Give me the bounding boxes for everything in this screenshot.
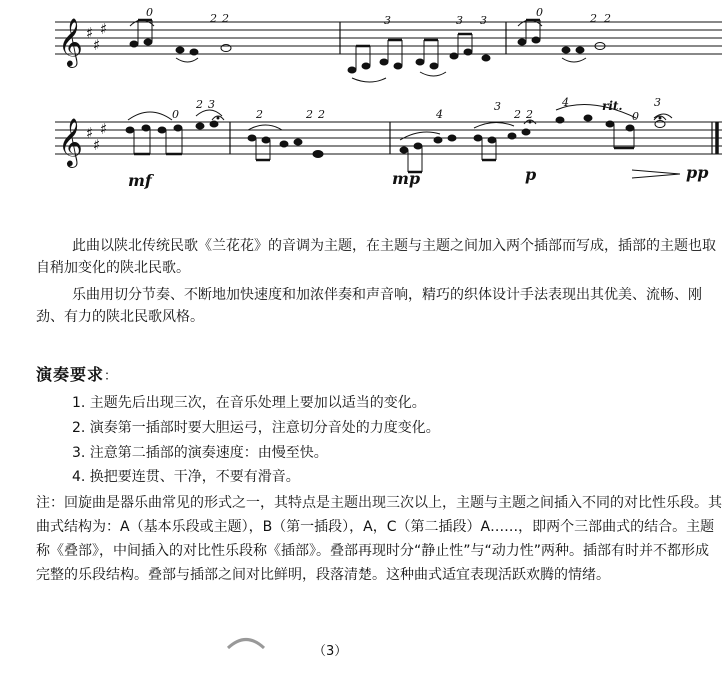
svg-text:4: 4 <box>436 108 443 121</box>
svg-text:3: 3 <box>384 14 391 27</box>
key-signature-icon <box>86 20 107 154</box>
svg-text:3: 3 <box>456 14 463 27</box>
requirements-title-text: 演奏要求 <box>36 365 105 384</box>
svg-text:2: 2 <box>222 12 229 25</box>
svg-text:2: 2 <box>256 108 263 121</box>
svg-text:♯: ♯ <box>93 36 101 54</box>
svg-text:3: 3 <box>208 98 215 111</box>
svg-text:0: 0 <box>536 6 543 19</box>
svg-text:♯: ♯ <box>86 124 94 142</box>
requirement-item-4: 4. 换把要连贯、干净，不要有滑音。 <box>72 469 300 485</box>
page-ornament-icon <box>226 635 266 649</box>
description-paragraph-2: 乐曲用切分节奏、不断地加快速度和加浓伴奏和声音响，精巧的织体设计手法表现出其优美、流畅、刚劲、有力的陕北民歌风格。 <box>36 287 702 325</box>
requirements-title-colon: ： <box>104 369 119 384</box>
svg-text:3: 3 <box>494 100 501 113</box>
svg-text:4: 4 <box>562 96 569 109</box>
svg-text:2: 2 <box>306 108 313 121</box>
svg-text:2: 2 <box>526 108 533 121</box>
svg-text:3: 3 <box>654 96 661 109</box>
svg-text:2: 2 <box>318 108 325 121</box>
music-score <box>0 0 728 220</box>
decrescendo-hairpin-icon <box>632 170 680 178</box>
slurs-system-1 <box>130 20 586 82</box>
requirement-item-2: 2. 演奏第一插部时要大胆运弓，注意切分音处的力度变化。 <box>72 420 440 436</box>
svg-text:2: 2 <box>196 98 203 111</box>
svg-text:2: 2 <box>604 12 611 25</box>
svg-text:2: 2 <box>210 12 217 25</box>
dynamic-mf: mf <box>128 171 152 190</box>
svg-text:0: 0 <box>172 108 179 121</box>
svg-text:♯: ♯ <box>86 24 94 42</box>
svg-text:2: 2 <box>590 12 597 25</box>
dynamic-mp: mp <box>392 169 421 188</box>
description-paragraph-1: 此曲以陕北传统民歌《兰花花》的音调为主题，在主题与主题之间加入两个插部而写成，插部的主题也取自稍加变化的陕北民歌。 <box>36 238 716 276</box>
fingering-numbers-1 <box>146 6 611 27</box>
svg-text:0: 0 <box>146 6 153 19</box>
svg-text:3: 3 <box>480 14 487 27</box>
notes-system-2 <box>126 115 665 172</box>
svg-text:0: 0 <box>632 110 639 123</box>
svg-text:♯: ♯ <box>100 120 108 138</box>
svg-text:2: 2 <box>514 108 521 121</box>
dynamic-pp: pp <box>686 163 709 182</box>
svg-text:♯: ♯ <box>100 20 108 38</box>
requirement-item-3: 3. 注意第二插部的演奏速度：由慢至快。 <box>72 445 328 461</box>
svg-text:♯: ♯ <box>93 136 101 154</box>
dynamic-p: p <box>525 165 537 184</box>
rondo-form-note: 注：回旋曲是器乐曲常见的形式之一，其特点是主题出现三次以上，主题与主题之间插入不同的对比性乐段。其曲式结构为：A（基本乐段或主题），B（第一插段），A，C（第二插段）A……，即两个三部曲式的结合。主题称《叠部》，中间插入的对比性乐段称《插部》。叠部再现时分“静止性”与“动力性”两种。插部有时并不都形成完整的乐段结构。叠部与插部之间对比鲜明，段落清楚。这种曲式适宜表现活跃欢腾的情绪。 <box>36 495 722 583</box>
treble-clef-icon: 𝄞 <box>58 17 83 66</box>
page-number: （3） <box>313 644 348 659</box>
treble-clef-icon: 𝄞 <box>58 117 83 166</box>
requirement-item-1: 1. 主题先后出现三次，在音乐处理上要加以适当的变化。 <box>72 395 426 411</box>
requirements-title <box>36 362 118 385</box>
tempo-rit: rit. <box>602 99 623 113</box>
